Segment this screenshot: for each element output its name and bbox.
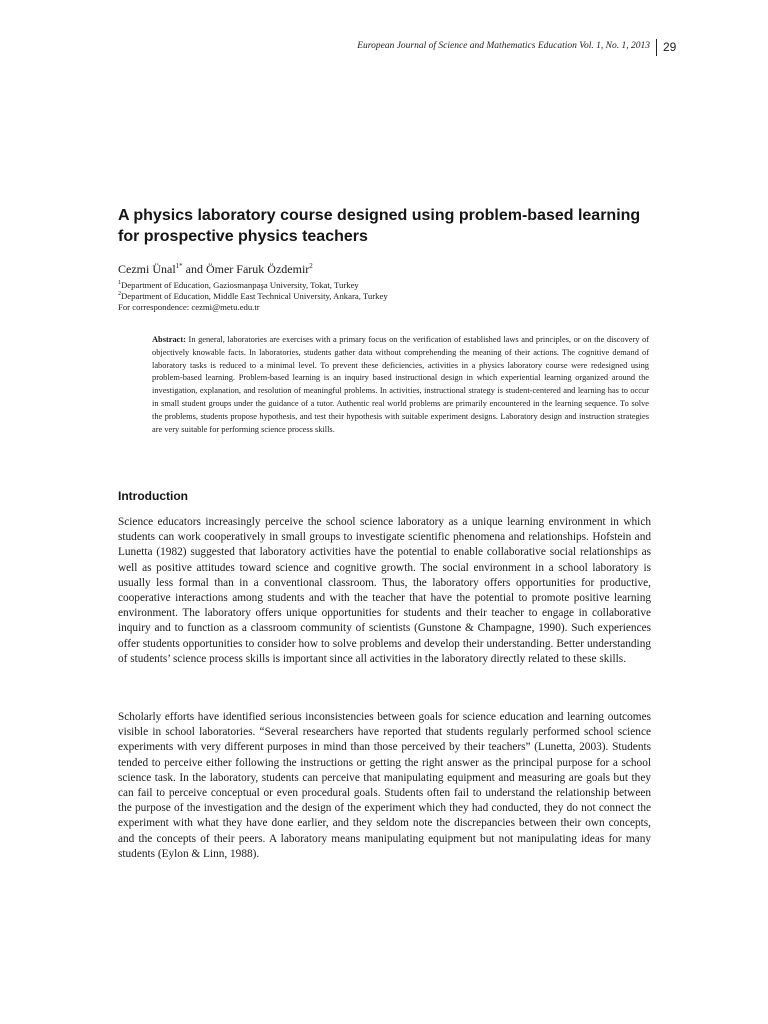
affiliation-2-mark: 2	[118, 291, 121, 297]
correspondence-line: For correspondence: cezmi@metu.edu.tr	[118, 302, 260, 312]
article-title: A physics laboratory course designed using problem-based learning for prospective physics teachers	[118, 207, 641, 245]
author-joiner: and	[182, 262, 206, 276]
affiliation-2	[118, 291, 388, 301]
abstract-label: Abstract:	[152, 335, 186, 344]
author-1-name: Cezmi Ünal	[118, 262, 176, 276]
abstract	[152, 334, 649, 436]
author-1-mark: 1*	[175, 262, 183, 270]
affiliation-2-text: Department of Education, Middle East Technical University, Ankara, Turkey	[121, 291, 388, 301]
affiliation-1	[118, 280, 359, 290]
section-heading-introduction: Introduction	[118, 489, 188, 503]
page-number: 29	[663, 40, 677, 54]
author-2-mark: 2	[309, 262, 313, 270]
author-line	[118, 262, 313, 277]
affiliation-1-mark: 1	[118, 280, 121, 286]
running-header: European Journal of Science and Mathematics Education Vol. 1, No. 1, 2013	[357, 41, 650, 51]
author-2-name: Ömer Faruk Özdemir	[205, 262, 310, 276]
introduction-paragraph-1: Science educators increasingly perceive the school science laboratory as a unique learning environment in which students can work cooperatively in small groups to investigate scientific phenomena and relationships. Hofstein and Lunetta (1982) suggested that laboratory activities have the potential to enable collaborative social relationships as well as positive attitudes toward science and cognitive growth. The social environment in a school laboratory is usually less formal than in a conventional classroom. Thus, the laboratory offers opportunities for productive, cooperative interactions among students and with the teacher that have the potential to promote positive learning environment. The laboratory offers unique opportunities for students and their teacher to engage in collaborative inquiry and to function as a classroom community of scientists (Gunstone & Champagne, 1990). Such experiences offer students opportunities to consider how to solve problems and develop their understanding. Better understanding of students’ science process skills is important since all activities in the laboratory directly related to these skills.	[118, 516, 651, 665]
introduction-paragraph-2: Scholarly efforts have identified serious inconsistencies between goals for science education and learning outcomes visible in school laboratories. “Several researchers have reported that students regularly performed school science experiments with very different purposes in mind than those perceived by their teachers” (Lunetta, 2003). Students tended to perceive either following the instructions or getting the right answer as the principal purpose for a school science task. In the laboratory, students can perceive that manipulating equipment and measuring are goals but they can fail to perceive conceptual or even procedural goals. Students often fail to understand the relationship between the purpose of the investigation and the design of the experiment which they had conducted, they do not connect the experiment with what they have done earlier, and they seldom note the discrepancies between their own concepts, and the concepts of their peers. A laboratory means manipulating equipment but not manipulating ideas for many students (Eylon & Linn, 1988).	[118, 711, 651, 860]
header-divider	[656, 39, 657, 56]
affiliation-1-text: Department of Education, Gaziosmanpaşa University, Tokat, Turkey	[121, 280, 359, 290]
abstract-text: In general, laboratories are exercises with a primary focus on the verification of established laws and principles, or on the discovery of objectively knowable facts. In laboratories, students gather data without comprehending the meaning of their actions. The cognitive demand of laboratory tasks is reduced to a minimal level. To prevent these deficiencies, activities in a physics laboratory course were redesigned using problem-based learning. Problem-based learning is an inquiry based instructional design in which experiential learning organized around the investigation, explanation, and resolution of meaningful problems. In activities, instructional strategy is student-centered and learning has to occur in small student groups under the guidance of a tutor. Authentic real world problems are primarily encountered in the learning sequence. To solve the problems, students propose hypothesis, and test their hypothesis with suitable experiment designs. Laboratory design and instruction strategies are very suitable for performing science process skills.	[152, 335, 649, 434]
